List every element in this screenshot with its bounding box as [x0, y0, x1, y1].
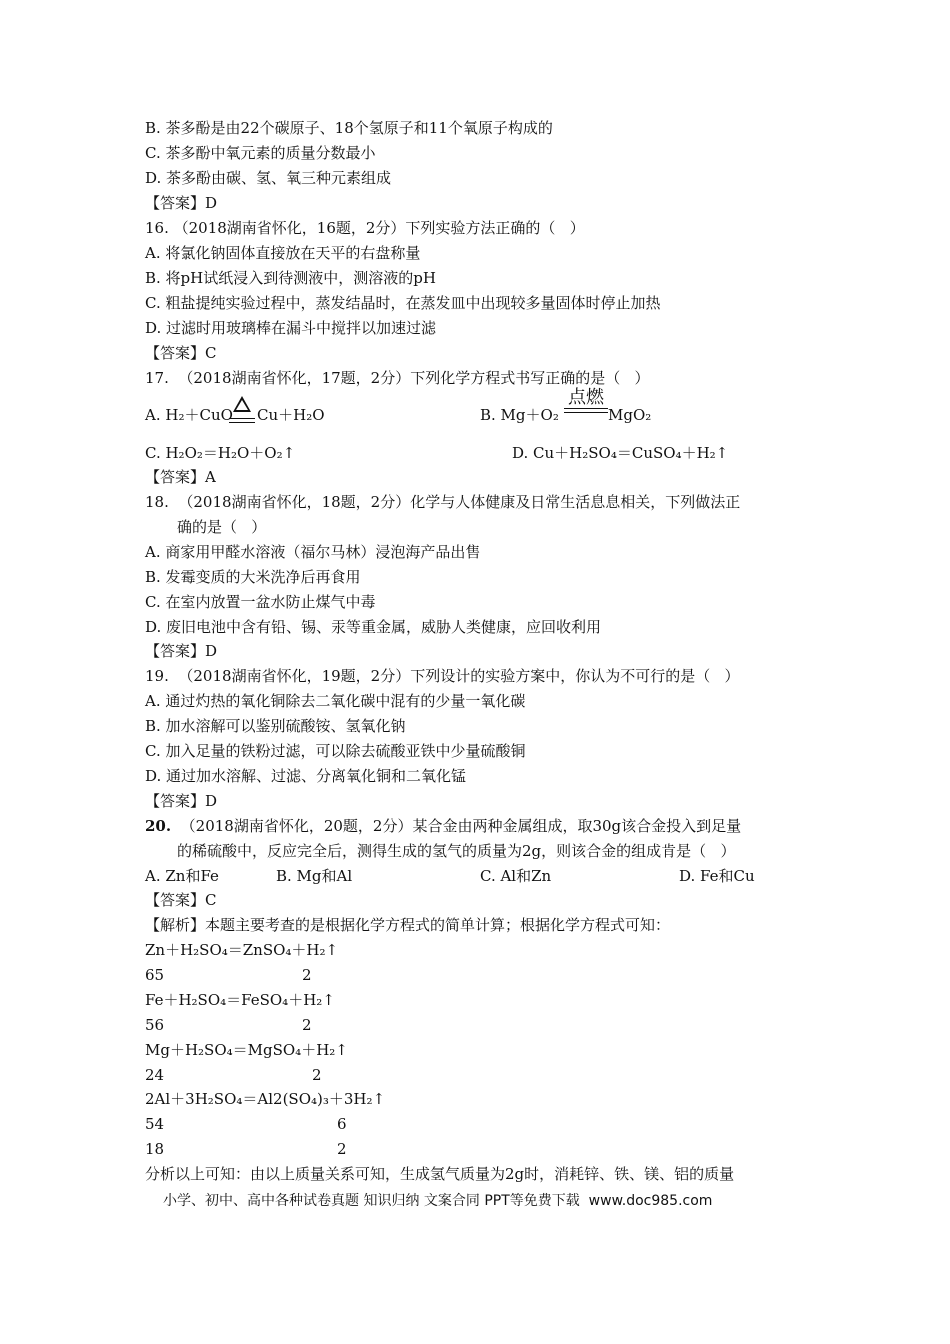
- q20-option-b: B. Mg和Al: [276, 867, 353, 885]
- q20-answer: 【答案】C: [145, 891, 217, 909]
- mass-h2-fe: 2: [302, 1016, 312, 1034]
- equation-fe: Fe＋H₂SO₄＝FeSO₄＋H₂↑: [145, 991, 335, 1009]
- q16-stem: 16. （2018湖南省怀化，16题，2分）下列实验方法正确的（ ）: [145, 219, 585, 237]
- q15-answer: 【答案】D: [145, 194, 218, 212]
- q20-stem: [145, 816, 741, 836]
- q15-option-b: B. 茶多酚是由22个碳原子、18个氢原子和11个氧原子构成的: [145, 119, 553, 137]
- ignite-condition: [564, 388, 608, 413]
- q18-option-c: C. 在室内放置一盆水防止煤气中毒: [145, 593, 376, 611]
- equation-al: 2Al＋3H₂SO₄＝Al2(SO₄)₃＋3H₂↑: [145, 1090, 386, 1108]
- q18-answer: 【答案】D: [145, 642, 218, 660]
- q19-option-c: C. 加入足量的铁粉过滤，可以除去硫酸亚铁中少量硫酸铜: [145, 742, 526, 760]
- q19-option-a: A. 通过灼热的氧化铜除去二氧化碳中混有的少量一氧化碳: [145, 692, 526, 710]
- q20-number: 20.: [145, 817, 172, 835]
- q20-stem-text: （2018湖南省怀化，20题，2分）某合金由两种金属组成，取30g该合金投入到足量: [171, 817, 742, 835]
- q17-answer: 【答案】A: [145, 468, 216, 486]
- q16-option-c: C. 粗盐提纯实验过程中，蒸发结晶时，在蒸发皿中出现较多量固体时停止加热: [145, 294, 661, 312]
- q18-option-a: A. 商家用甲醛水溶液（福尔马林）浸泡海产品出售: [145, 543, 481, 561]
- q16-option-d: D. 过滤时用玻璃棒在漏斗中搅拌以加速过滤: [145, 319, 437, 337]
- q16-answer: 【答案】C: [145, 344, 217, 362]
- equals-bars: [564, 408, 608, 413]
- analysis-line: 分析以上可知：由以上质量关系可知，生成氢气质量为2g时，消耗锌、铁、镁、铝的质量: [145, 1165, 735, 1183]
- q20-option-d: D. Fe和Cu: [679, 867, 755, 885]
- q20-option-c: C. Al和Zn: [480, 867, 552, 885]
- mass-al: 54: [145, 1115, 165, 1133]
- equals-bars: [229, 418, 255, 423]
- q20-stem-cont: 的稀硫酸中，反应完全后，测得生成的氢气的质量为2g，则该合金的组成肯是（ ）: [177, 842, 736, 860]
- equation-zn: Zn＋H₂SO₄＝ZnSO₄＋H₂↑: [145, 941, 339, 959]
- q17-b-products: MgO₂: [608, 406, 652, 424]
- mass-h2-zn: 2: [302, 966, 312, 984]
- q17-a-reactants: A. H₂＋CuO: [145, 406, 233, 424]
- q19-stem: 19. （2018湖南省怀化，19题，2分）下列设计的实验方案中，你认为不可行的是（ ）: [145, 667, 740, 685]
- q19-answer: 【答案】D: [145, 792, 218, 810]
- q20-option-a: A. Zn和Fe: [145, 867, 219, 885]
- q18-option-d: D. 废旧电池中含有铅、锡、汞等重金属，威胁人类健康，应回收利用: [145, 618, 602, 636]
- heat-triangle-icon: [233, 396, 251, 412]
- q16-option-a: A. 将氯化钠固体直接放在天平的右盘称量: [145, 244, 421, 262]
- heat-condition: [229, 396, 255, 423]
- mass-zn: 65: [145, 966, 165, 984]
- q15-option-c: C. 茶多酚中氧元素的质量分数最小: [145, 144, 376, 162]
- footer-ad: 小学、初中、高中各种试卷真题 知识归纳 文案合同 PPT等免费下载 www.doc985.com: [163, 1193, 713, 1209]
- q17-b-reactants: B. Mg＋O₂: [480, 406, 559, 424]
- q19-option-b: B. 加水溶解可以鉴别硫酸铵、氢氧化钠: [145, 717, 406, 735]
- mass-h2-mg: 2: [312, 1066, 322, 1084]
- q20-explanation: 【解析】本题主要考查的是根据化学方程式的简单计算；根据化学方程式可知：: [145, 916, 671, 934]
- mass-mg: 24: [145, 1066, 165, 1084]
- q17-a-products: Cu＋H₂O: [257, 406, 325, 424]
- mass-al-scaled: 18: [145, 1140, 165, 1158]
- q17-option-d: D. Cu＋H₂SO₄＝CuSO₄＋H₂↑: [512, 444, 729, 462]
- q18-stem: 18. （2018湖南省怀化，18题，2分）化学与人体健康及日常生活息息相关，下列做法正: [145, 493, 741, 511]
- q15-option-d: D. 茶多酚由碳、氢、氧三种元素组成: [145, 169, 392, 187]
- ignite-label: 点燃: [568, 387, 604, 408]
- q18-stem-cont: 确的是（ ）: [177, 518, 267, 536]
- mass-h2-al: 6: [337, 1115, 347, 1133]
- q16-option-b: B. 将pH试纸浸入到待测液中，测溶液的pH: [145, 269, 436, 287]
- mass-fe: 56: [145, 1016, 165, 1034]
- equation-mg: Mg＋H₂SO₄＝MgSO₄＋H₂↑: [145, 1041, 348, 1059]
- q17-option-c: C. H₂O₂＝H₂O＋O₂↑: [145, 444, 296, 462]
- q18-option-b: B. 发霉变质的大米洗净后再食用: [145, 568, 361, 586]
- q19-option-d: D. 通过加水溶解、过滤、分离氧化铜和二氧化锰: [145, 767, 467, 785]
- mass-h2-scaled: 2: [337, 1140, 347, 1158]
- q17-stem: 17. （2018湖南省怀化，17题，2分）下列化学方程式书写正确的是（ ）: [145, 369, 650, 387]
